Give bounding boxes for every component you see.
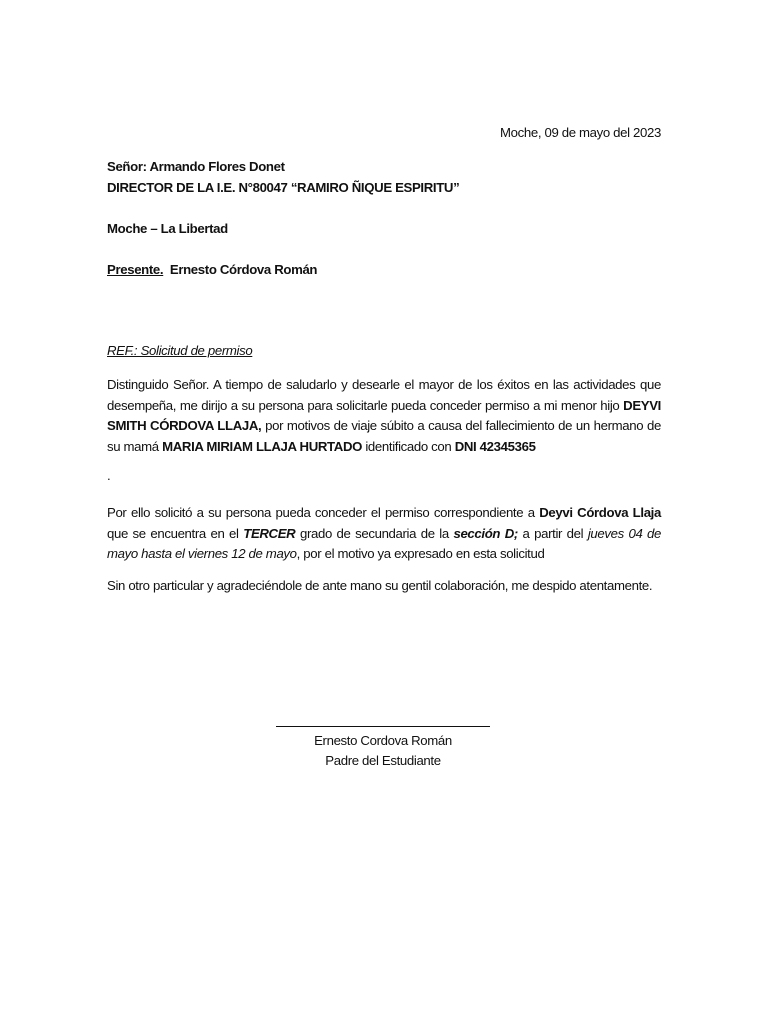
dni-number: DNI 42345365 [454, 438, 536, 454]
body-paragraph-1 [107, 375, 661, 457]
reference-line: REF.: Solicitud de permiso [107, 343, 253, 358]
child-short-name: Deyvi Córdova Llaja [539, 505, 661, 520]
signature-line [276, 726, 490, 727]
body-paragraph-2 [107, 503, 661, 565]
section-text: sección D; [453, 525, 518, 541]
date-range: jueves 04 de mayo hasta el viernes 12 de mayo [107, 525, 662, 561]
date-line: Moche, 09 de mayo del 2023 [500, 125, 661, 140]
para2-text-1: Por ello solicitó a su persona pueda conceder el permiso correspondiente a [107, 505, 540, 520]
mother-name: MARIA MIRIAM LLAJA HURTADO [162, 438, 363, 454]
para2-text-2: que se encuentra en el [107, 525, 244, 541]
signature-name: Ernesto Cordova Román [314, 733, 452, 748]
presente-line [107, 262, 317, 277]
child-full-name: DEYVI SMITH CÓRDOVA LLAJA, [107, 397, 661, 433]
signature-role: Padre del Estudiante [325, 753, 441, 768]
para1-text-3: identificado con [362, 438, 455, 454]
para1-text-2: por motivos de viaje súbito a causa del fallecimiento de un hermano de su mamá [107, 418, 661, 454]
presente-label: Presente. [107, 262, 164, 277]
para2-text-4: a partir del [517, 525, 588, 541]
grade-text: TERCER [243, 525, 296, 541]
location: Moche – La Libertad [107, 221, 228, 236]
dot-line: . [107, 468, 111, 483]
recipient-title: DIRECTOR DE LA I.E. N°80047 “RAMIRO ÑIQUE ESPIRITU” [107, 180, 460, 195]
closing-paragraph: Sin otro particular y agradeciéndole de ante mano su gentil colaboración, me despido atentamente. [107, 578, 653, 593]
recipient-name: Señor: Armando Flores Donet [107, 159, 285, 174]
para1-text-1: Distinguido Señor. A tiempo de saludarlo y desearle el mayor de los éxitos en las actividades que desempeña, me dirijo a su persona para solicitarle pueda conceder permiso a mi menor hijo [107, 377, 661, 413]
presente-name: Ernesto Córdova Román [169, 262, 318, 277]
para2-text-3: grado de secundaria de la [295, 525, 454, 541]
para2-text-5: , por el motivo ya expresado en esta solicitud [296, 546, 545, 561]
